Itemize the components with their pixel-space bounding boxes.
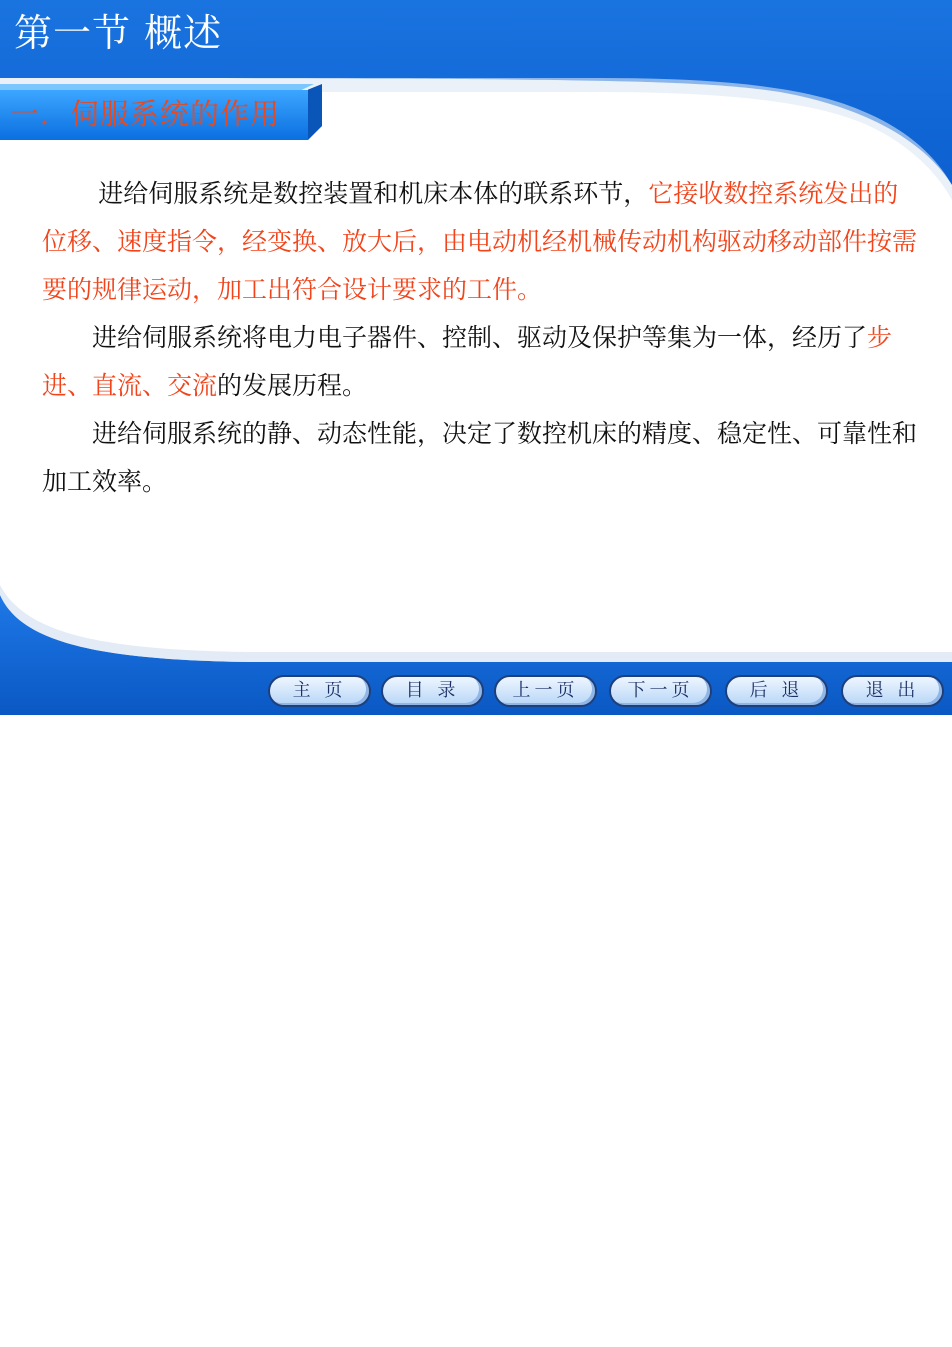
navigation-bar <box>0 675 952 709</box>
paragraph-2-text: 进给伺服系统将电力电子器件、控制、驱动及保护等集为一体，经历了 <box>92 323 868 352</box>
paragraph-1-highlight: 它接收数控系统发出的位移、速度指令，经变换、放大后，由电动机经机械传动机构驱动移动部件按需要的规律运动，加工出符合设计要求的工件。 <box>42 179 918 304</box>
section-header <box>0 84 322 140</box>
section-title: 一．伺服系统的作用 <box>10 97 281 131</box>
slide-title: 第一节 概述 <box>14 11 223 55</box>
paragraph-2-highlight: 步进、直流、交流 <box>42 323 893 400</box>
paragraph-2 <box>42 314 922 410</box>
paragraph-1-text: 进给伺服系统是数控装置和机床本体的联系环节， <box>98 179 649 208</box>
back-button[interactable]: 后 退 <box>725 675 828 707</box>
contents-button[interactable]: 目 录 <box>381 675 484 707</box>
slide-content <box>42 170 922 506</box>
paragraph-1 <box>42 170 922 314</box>
next-page-button[interactable]: 下一页 <box>609 675 712 707</box>
exit-button[interactable]: 退 出 <box>841 675 944 707</box>
previous-page-button[interactable]: 上一页 <box>494 675 597 707</box>
paragraph-2-tail: 的发展历程。 <box>217 371 368 400</box>
paragraph-3: 进给伺服系统的静、动态性能，决定了数控机床的精度、稳定性、可靠性和加工效率。 <box>42 419 918 496</box>
home-button[interactable]: 主 页 <box>268 675 371 707</box>
